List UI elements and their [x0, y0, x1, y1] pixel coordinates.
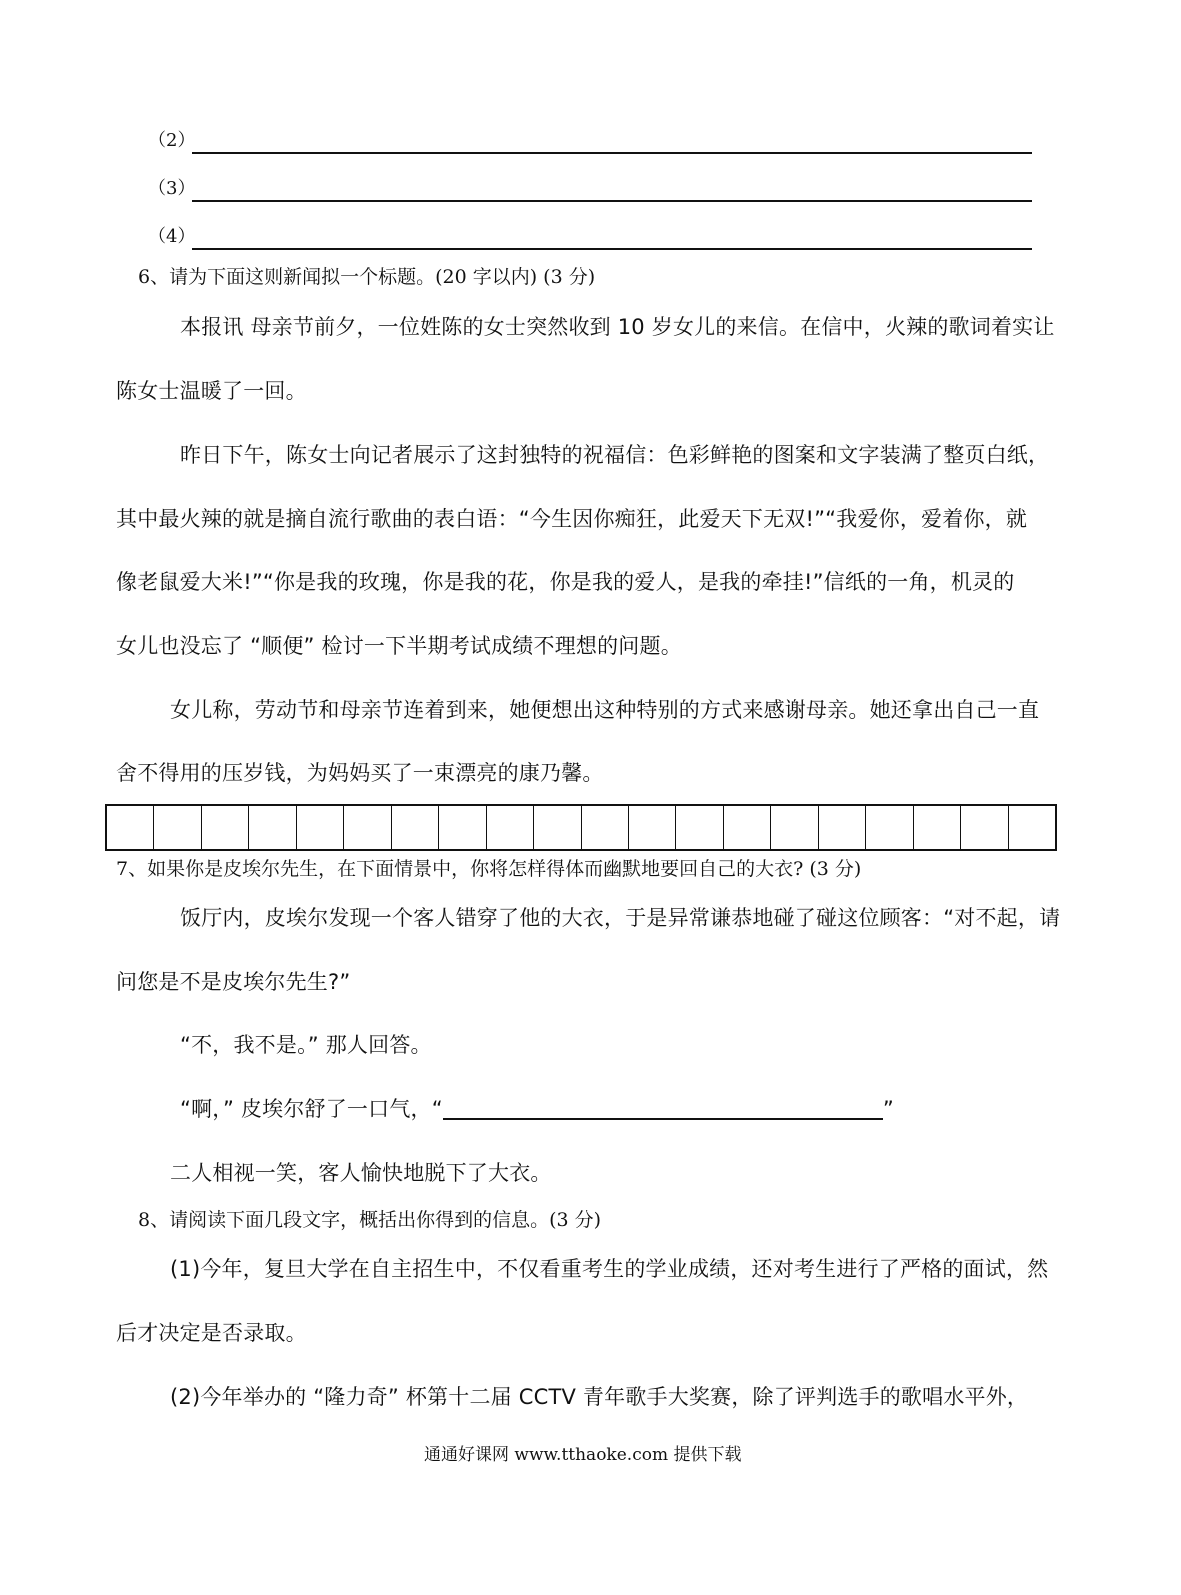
q6-para2-line2: 其中最火辣的就是摘自流行歌曲的表白语：“今生因你痴狂，此爱天下无双!”“我爱你，爱着你，就 [116, 507, 1028, 531]
grid-cell[interactable] [675, 806, 722, 849]
grid-cell[interactable] [865, 806, 912, 849]
q8-para1-line2: 后才决定是否录取。 [116, 1321, 307, 1345]
q6-para2-line3: 像老鼠爱大米!”“你是我的玫瑰，你是我的花，你是我的爱人，是我的牵挂!”信纸的一角，机灵的 [116, 570, 1015, 594]
grid-cell[interactable] [1008, 806, 1055, 849]
blank-label: （4） [148, 226, 196, 247]
grid-cell[interactable] [153, 806, 200, 849]
grid-cell[interactable] [628, 806, 675, 849]
q6-para1-line2: 陈女士温暖了一回。 [116, 379, 307, 403]
page-footer: 通通好课网 www.tthaoke.com 提供下载 [424, 1445, 742, 1465]
q7-para2: “不，我不是。” 那人回答。 [180, 1033, 432, 1057]
q7-para3-suffix: ” [882, 1097, 894, 1121]
answer-line [192, 200, 1032, 202]
grid-cell[interactable] [818, 806, 865, 849]
blank-label: （2） [148, 130, 196, 151]
grid-cell[interactable] [533, 806, 580, 849]
question-6: 6、请为下面这则新闻拟一个标题。(20 字以内) (3 分) [138, 266, 596, 288]
answer-line[interactable] [443, 1096, 883, 1120]
q7-para3 [180, 1094, 894, 1124]
question-8: 8、请阅读下面几段文字，概括出你得到的信息。(3 分) [138, 1209, 602, 1231]
grid-cell[interactable] [296, 806, 343, 849]
answer-line [192, 152, 1032, 154]
answer-line [192, 248, 1032, 250]
grid-cell[interactable] [438, 806, 485, 849]
grid-cell[interactable] [770, 806, 817, 849]
q7-para1-line2: 问您是不是皮埃尔先生?” [116, 970, 351, 994]
q6-para3-line1: 女儿称，劳动节和母亲节连着到来，她便想出这种特别的方式来感谢母亲。她还拿出自己一直 [170, 698, 1040, 722]
q6-para2-line4: 女儿也没忘了 “顺便” 检讨一下半期考试成绩不理想的问题。 [116, 634, 682, 658]
blank-label: （3） [148, 178, 196, 199]
q7-para1-line1: 饭厅内，皮埃尔发现一个客人错穿了他的大衣，于是异常谦恭地碰了碰这位顾客：“对不起，请 [180, 906, 1061, 930]
grid-cell[interactable] [201, 806, 248, 849]
q7-para4: 二人相视一笑，客人愉快地脱下了大衣。 [170, 1161, 552, 1185]
q6-para2-line1: 昨日下午，陈女士向记者展示了这封独特的祝福信：色彩鲜艳的图案和文字装满了整页白纸， [180, 443, 1050, 467]
grid-cell[interactable] [343, 806, 390, 849]
grid-cell[interactable] [486, 806, 533, 849]
grid-cell[interactable] [913, 806, 960, 849]
question-7: 7、如果你是皮埃尔先生，在下面情景中，你将怎样得体而幽默地要回自己的大衣? (3 分) [116, 858, 862, 880]
grid-cell[interactable] [723, 806, 770, 849]
grid-cell[interactable] [107, 806, 153, 849]
q8-para1-line1: (1)今年，复旦大学在自主招生中，不仅看重考生的学业成绩，还对考生进行了严格的面试，然 [170, 1257, 1049, 1281]
q6-para3-line2: 舍不得用的压岁钱，为妈妈买了一束漂亮的康乃馨。 [116, 761, 604, 785]
q7-para3-prefix: “啊，” 皮埃尔舒了一口气，“ [180, 1097, 443, 1121]
q8-para2-line1: (2)今年举办的 “隆力奇” 杯第十二届 CCTV 青年歌手大奖赛，除了评判选手的歌唱水平外， [170, 1385, 1029, 1409]
grid-cell[interactable] [960, 806, 1007, 849]
grid-cell[interactable] [248, 806, 295, 849]
answer-grid[interactable] [105, 804, 1057, 851]
grid-cell[interactable] [391, 806, 438, 849]
grid-cell[interactable] [581, 806, 628, 849]
q6-para1-line1: 本报讯 母亲节前夕，一位姓陈的女士突然收到 10 岁女儿的来信。在信中，火辣的歌词着实让 [180, 315, 1055, 339]
